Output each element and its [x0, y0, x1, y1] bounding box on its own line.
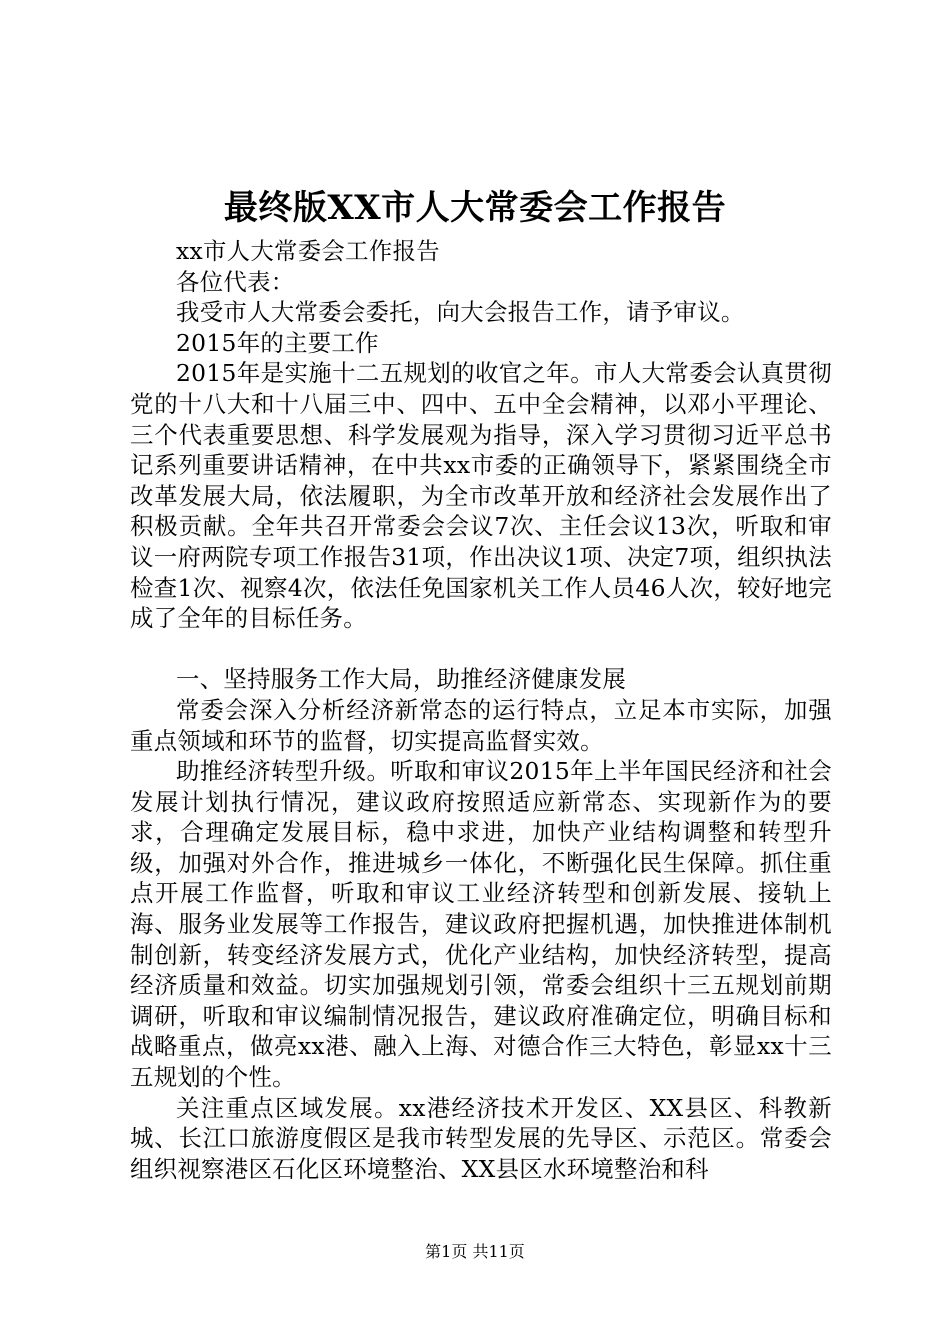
paragraph-report-subtitle: xx市人大常委会工作报告: [176, 237, 440, 265]
paragraph-economic-transformation: 助推经济转型升级。听取和审议2015年上半年国民经济和社会发展计划执行情况，建议政府按照适应新常态、实现新作为的要求，合理确定发展目标，稳中求进，加快产业结构调整和转型升级，加强对外合作，推进城乡一体化，不断强化民生保障。抓住重点开展工作监督，听取和审议工业经济转型和创新发展、接轨上海、服务业发展等工作报告，建议政府把握机遇，加快推进体制机制创新，转变经济发展方式，优化产业结构，加快经济转型，提高经济质量和效益。切实加强规划引领，常委会组织十三五规划前期调研，听取和审议编制情况报告，建议政府准确定位，明确目标和战略重点，做亮xx港、融入上海、对德合作三大特色，彰显xx十三五规划的个性。: [130, 757, 832, 1092]
paragraph-salutation: 各位代表：: [176, 267, 295, 296]
paragraph-regional-development: 关注重点区域发展。xx港经济技术开发区、XX县区、科教新城、长江口旅游度假区是我市转型发展的先导区、示范区。常委会组织视察港区石化区环境整治、XX县区水环境整治和科: [130, 1093, 832, 1183]
document-title: 最终版XX市人大常委会工作报告: [223, 188, 727, 228]
paragraph-intro: 我受市人大常委会委托，向大会报告工作，请予审议。: [176, 298, 745, 327]
paragraph-section-one-intro: 常委会深入分析经济新常态的运行特点，立足本市实际，加强重点领域和环节的监督，切实提高监督实效。: [130, 695, 832, 755]
document-body: [130, 236, 832, 1184]
paragraph-section-heading-one: 一、坚持服务工作大局，助推经济健康发展: [176, 665, 627, 694]
paragraph-section-heading-main-work: 2015年的主要工作: [176, 328, 379, 357]
page-number-footer: 第1页 共11页: [425, 1242, 525, 1261]
paragraph-overview: 2015年是实施十二五规划的收官之年。市人大常委会认真贯彻党的十八大和十八届三中、四中、五中全会精神，以邓小平理论、三个代表重要思想、科学发展观为指导，深入学习贯彻习近平总书记系列重要讲话精神，在中共xx市委的正确领导下，紧紧围绕全市改革发展大局，依法履职，为全市改革开放和经济社会发展作出了积极贡献。全年共召开常委会会议7次、主任会议13次，听取和审议一府两院专项工作报告31项，作出决议1项、决定7项，组织执法检查1次、视察4次，依法任免国家机关工作人员46人次，较好地完成了全年的目标任务。: [130, 359, 832, 633]
